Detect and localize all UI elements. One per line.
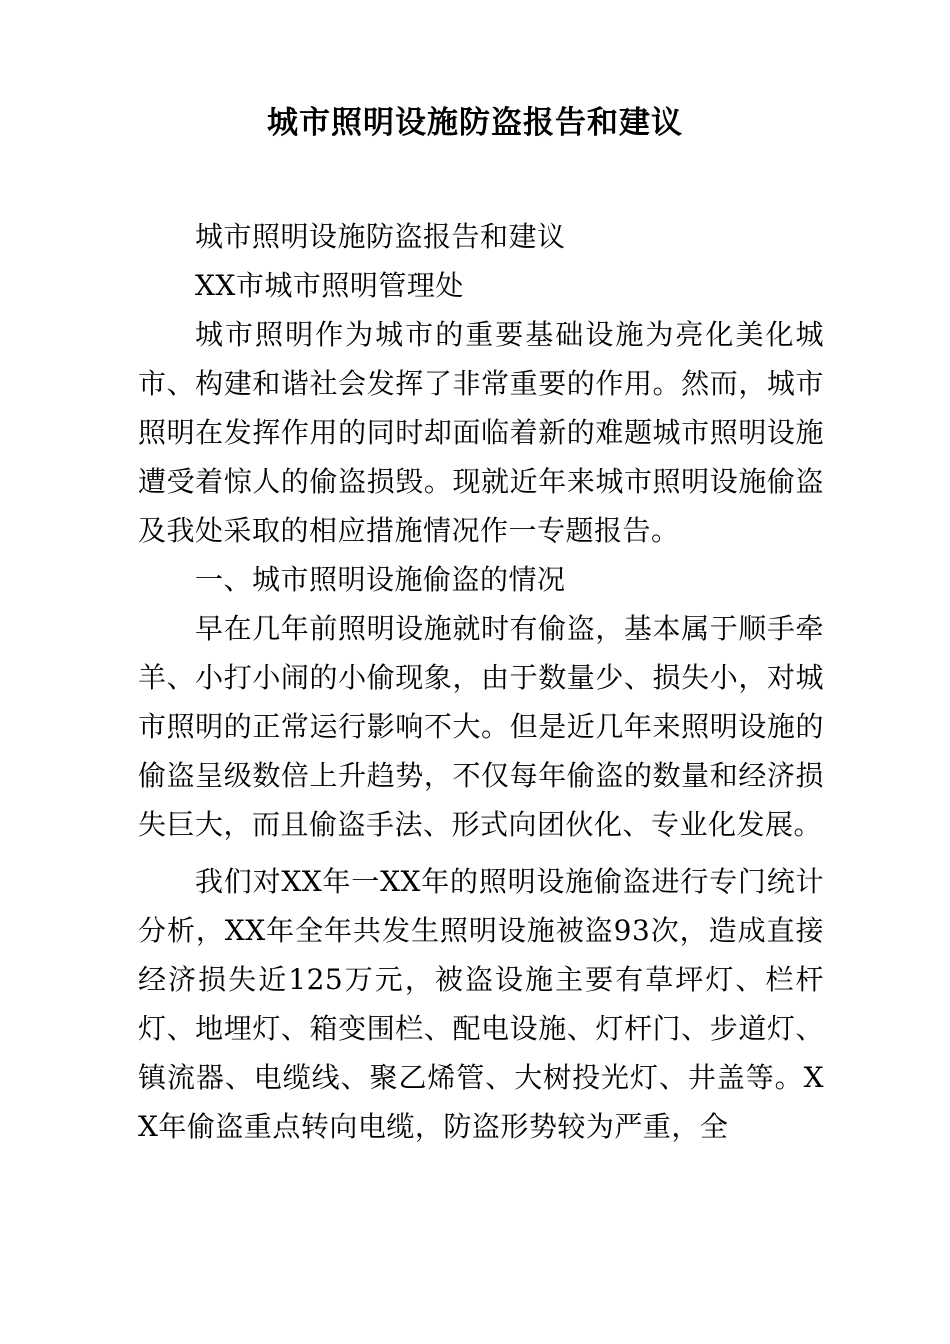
document-body [138,212,824,1151]
paragraph-intro: 城市照明作为城市的重要基础设施为亮化美化城市、构建和谐社会发挥了非常重要的作用。然而，城市照明在发挥作用的同时却面临着新的难题城市照明设施遭受着惊人的偷盗损毁。现就近年来城市照明设施偷盗及我处采取的相应措施情况作一专题报告。 [138,318,824,547]
paragraph-author: XX市城市照明管理处 [195,269,464,302]
document-title: 城市照明设施防盗报告和建议 [267,105,683,141]
paragraph-subtitle: 城市照明设施防盗报告和建议 [195,220,566,253]
section-heading-1: 一、城市照明设施偷盗的情况 [195,563,566,596]
paragraph-background: 早在几年前照明设施就时有偷盗，基本属于顺手牵羊、小打小闹的小偷现象，由于数量少、损失小，对城市照明的正常运行影响不大。但是近几年来照明设施的偷盗呈级数倍上升趋势，不仅每年偷盗的数量和经济损失巨大，而且偷盗手法、形式向团伙化、专业化发展。 [138,612,824,841]
paragraph-statistics: 我们对XX年一XX年的照明设施偷盗进行专门统计分析，XX年全年共发生照明设施被盗93次，造成直接经济损失近125万元，被盗设施主要有草坪灯、栏杆灯、地埋灯、箱变围栏、配电设施、灯杆门、步道灯、镇流器、电缆线、聚乙烯管、大树投光灯、井盖等。XX年偷盗重点转向电缆，防盗形势较为严重，全 [138,865,824,1143]
